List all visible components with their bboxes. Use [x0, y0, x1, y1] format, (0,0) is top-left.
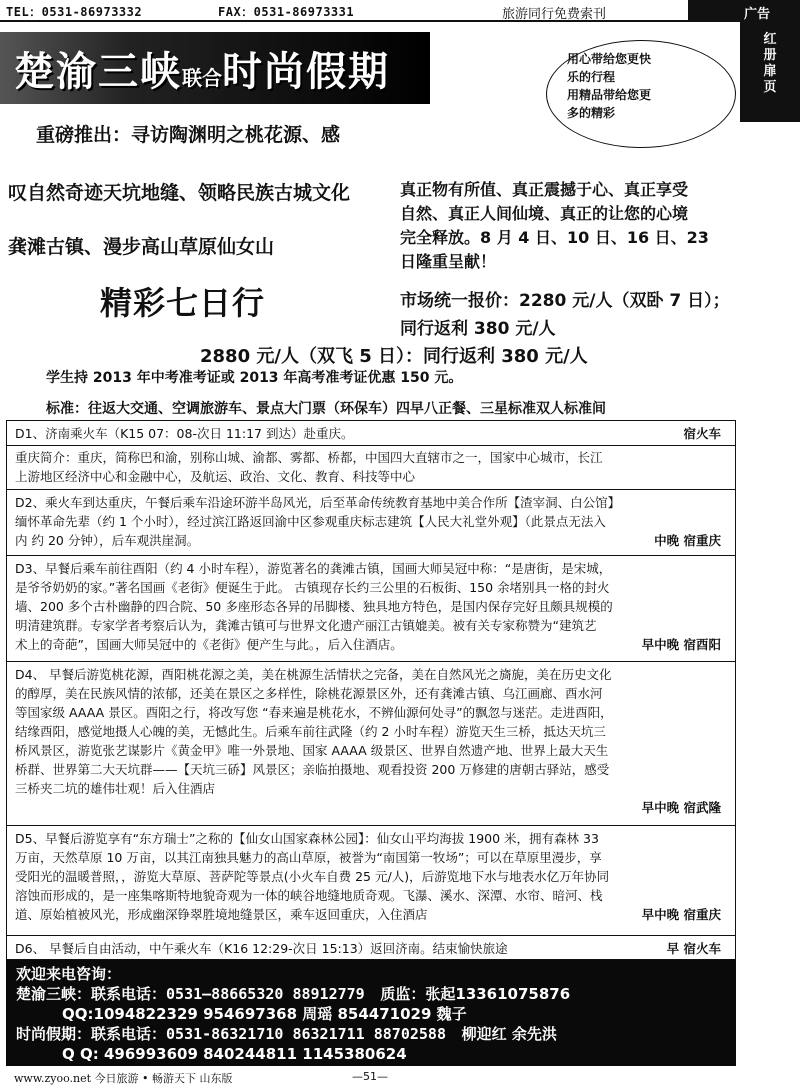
day-line: D6、 早餐后自由活动，中午乘火车（K16 12:29-次日 15:13）返回济南。结束愉快旅途 — [15, 941, 508, 956]
day-line: 万亩，天然草原 10 万亩，以其江南独具魅力的高山草原，被誉为“南国第一牧场”；可以在草原里漫步，享 — [15, 850, 602, 865]
contact-box — [6, 960, 736, 1066]
title-part-b: 联合 — [182, 66, 222, 90]
day-line: 墙、200 多个古朴幽静的四合院、50 多座形态各异的吊脚楼、独具地方特色，是国内保存完好且颇具规模的 — [15, 599, 613, 614]
contact-row-4: Q Q: 496993609 840244811 1145380624 — [62, 1045, 407, 1063]
day-line: 结缘酉阳，感觉地摄人心魄的美，无憾此生。后乘车前往武隆（约 2 小时车程）游览天生三桥，抵达天坑三 — [15, 724, 606, 739]
promo-line: 日隆重呈献！ — [400, 252, 497, 271]
price-rebate: 同行返利 380 元/人 — [400, 319, 556, 339]
slogan-line: 用精品带给您更 — [567, 88, 652, 102]
itinerary-box — [6, 420, 736, 960]
day-2 — [7, 490, 735, 556]
side-tab-char: 红 — [763, 32, 777, 47]
contact-label: 楚渝三峡：联系电话： — [16, 985, 167, 1003]
day-line: 内 约 20 分钟），后车观洪崖洞。 — [15, 533, 200, 548]
day-note: 早中晚 宿重庆 — [641, 907, 721, 922]
day-line: D1、济南乘火车（K15 07：08-次日 11:17 到达）赴重庆。 — [15, 426, 354, 441]
headline-2: 叹自然奇迹天坑地缝、领略民族古城文化 — [8, 182, 351, 204]
headline-1: 重磅推出：寻访陶渊明之桃花源、感 — [36, 124, 341, 146]
day-4 — [7, 662, 735, 826]
price-flight: 2880 元/人（双飞 5 日）：同行返利 380 元/人 — [200, 346, 588, 367]
day-line: 的醇厚，美在民族风情的浓郁，还美在景区之多样性，除桃花源景区外，还有龚滩古镇、乌江画廊、酉水河 — [15, 686, 603, 701]
promo-line: 真正物有所值、真正震撼于心、真正享受 — [400, 180, 689, 199]
contact-heading: 欢迎来电咨询： — [16, 965, 122, 983]
index-label: 旅游同行免费索刊 — [502, 7, 607, 22]
day-note: 中晚 宿重庆 — [654, 533, 721, 548]
day-line: 重庆简介：重庆，简称巴和渝，别称山城、渝都、雾都、桥都，中国四大直辖市之一，国家中心城市，长江 — [15, 450, 603, 465]
day-6 — [7, 936, 735, 961]
side-tab-char: 册 — [763, 48, 777, 63]
tour-title: 精彩七日行 — [100, 284, 266, 322]
slogan-line: 用心带给您更快 — [567, 52, 652, 66]
promo-paragraph — [400, 178, 740, 274]
contact-names: 柳迎红 余先洪 — [461, 1025, 557, 1043]
page-title — [14, 40, 390, 97]
day-note: 早中晚 宿酉阳 — [641, 637, 721, 652]
day-line: 道、原始植被风光，形成幽深铮翠胜境地缝景区，乘车返回重庆，入住酒店 — [15, 907, 428, 922]
slogan-line: 多的精彩 — [567, 106, 616, 120]
ad-label: 广告 — [744, 7, 771, 22]
day-line: 是爷爷奶奶的家。”著名国画《老街》便诞生于此。 古镇现存长约三公里的石板街、150 余堵别具一格的封火 — [15, 580, 610, 595]
contact-label: 时尚假期：联系电话： — [16, 1025, 167, 1043]
title-banner — [0, 32, 430, 104]
day-line: D3、早餐后乘车前往酉阳（约 4 小时车程），游览著名的龚滩古镇，国画大师吴冠中称：“是唐街，是宋城， — [15, 561, 612, 576]
day-line: 桥群、世界第二大天坑群——【天坑三硚】风景区；亲临拍摄地、观看投资 200 万修建的唐朝古驿站，感受 — [15, 762, 610, 777]
day-line: 上游地区经济中心和金融中心，及航运、政治、文化、教育、科技等中心 — [15, 469, 416, 484]
footer — [0, 1068, 800, 1086]
slogan-bubble — [546, 40, 736, 148]
side-tab-char: 扉 — [763, 64, 777, 79]
footer-url: www.zyoo.net 今日旅游 • 畅游天下 山东版 — [14, 1072, 233, 1085]
side-tab-char: 页 — [763, 80, 777, 95]
service-standard: 标准：往返大交通、空调旅游车、景点大门票（环保车）四早八正餐、三星标准双人标准间 — [46, 401, 606, 417]
title-part-a: 楚渝三峡 — [14, 49, 182, 95]
promo-line: 自然、真正人间仙境、真正的让您的心境 — [400, 204, 689, 223]
slogan-line: 乐的行程 — [567, 70, 616, 84]
contact-row-1 — [16, 984, 736, 1004]
day-line: 缅怀革命先辈（约 1 个小时），经过滨江路返回渝中区参观重庆标志建筑【人民大礼堂外观】（此景点无法入 — [15, 514, 606, 529]
day-note: 早中晚 宿武隆 — [641, 800, 721, 815]
title-part-c: 时尚假期 — [222, 49, 390, 95]
ad-label-box — [688, 0, 800, 22]
quality-contact: 质监：张起13361075876 — [380, 985, 571, 1003]
side-tab — [740, 22, 800, 122]
day-line: 等国家级 AAAA 景区。酉阳之行，将改写您 “春来遍是桃花水，不辨仙源何处寻”的飘忽与迷茫。走进酉阳， — [15, 705, 613, 720]
day-1 — [7, 421, 735, 490]
promo-line: 完全释放。8 月 4 日、10 日、16 日、23 — [400, 228, 709, 247]
day-line: 溶蚀而形成的，是一座集喀斯特地貌奇观为一体的峡谷地缝地质奇观。飞瀑、溪水、深潭、水帘、暗河、栈 — [15, 888, 603, 903]
day-line: 三桥夹二坑的雄伟壮观！后入住酒店 — [15, 781, 216, 796]
contact-phones: 0531—88665320 88912779 — [166, 985, 365, 1003]
student-discount: 学生持 2013 年中考准考证或 2013 年高考准考证优惠 150 元。 — [46, 370, 463, 386]
chongqing-intro — [7, 445, 735, 486]
day-line: D5、早餐后游览享有“东方瑞士”之称的【仙女山国家森林公园】：仙女山平均海拔 1900 米，拥有森林 33 — [15, 831, 599, 846]
day-note: 宿火车 — [683, 426, 721, 441]
day-line: 受阳光的温暖普照，，游览大草原、菩萨陀等景点(小火车自费 25 元/人)，后游览地下水与地表水亿万年协同 — [15, 869, 610, 884]
contact-row-3 — [16, 1024, 736, 1044]
day-line: D4、 早餐后游览桃花源，酉阳桃花源之美，美在桃源生活情状之完备，美在自然风光之旖旎，美在历史文化 — [15, 667, 612, 682]
page-number: —51— — [352, 1070, 388, 1083]
price-market: 市场统一报价：2280 元/人（双卧 7 日）； — [400, 291, 730, 311]
day-line: D2、乘火车到达重庆，午餐后乘车沿途环游半岛风光，后至革命传统教育基地中美合作所【渣宰洞、白公馆】 — [15, 495, 621, 510]
tel-number: TEL：0531-86973332 — [6, 3, 398, 21]
top-bar — [0, 0, 800, 22]
day-3 — [7, 556, 735, 662]
contact-phones: 0531-86321710 86321711 88702588 — [166, 1025, 446, 1043]
contact-row-2: QQ:1094822329 954697368 周瑶 854471029 魏子 — [62, 1005, 467, 1023]
day-line: 明清建筑群。专家学者考察后认为，龚滩古镇可与世界文化遗产丽江古镇媲美。被有关专家称赞为“建筑艺 — [15, 618, 597, 633]
day-line: 术上的奇葩”，国画大师吴冠中的《老街》便产生与此。，后入住酒店。 — [15, 637, 403, 652]
fax-number: FAX：0531-86973331 — [218, 5, 355, 19]
day-line: 桥风景区，游览张艺谋影片《黄金甲》唯一外景地、国家 AAAA 级景区、世界自然遗产地、世界上最大天生 — [15, 743, 609, 758]
day-5 — [7, 826, 735, 936]
headline-3: 龚滩古镇、漫步高山草原仙女山 — [8, 236, 275, 258]
day-note: 早 宿火车 — [666, 941, 721, 956]
